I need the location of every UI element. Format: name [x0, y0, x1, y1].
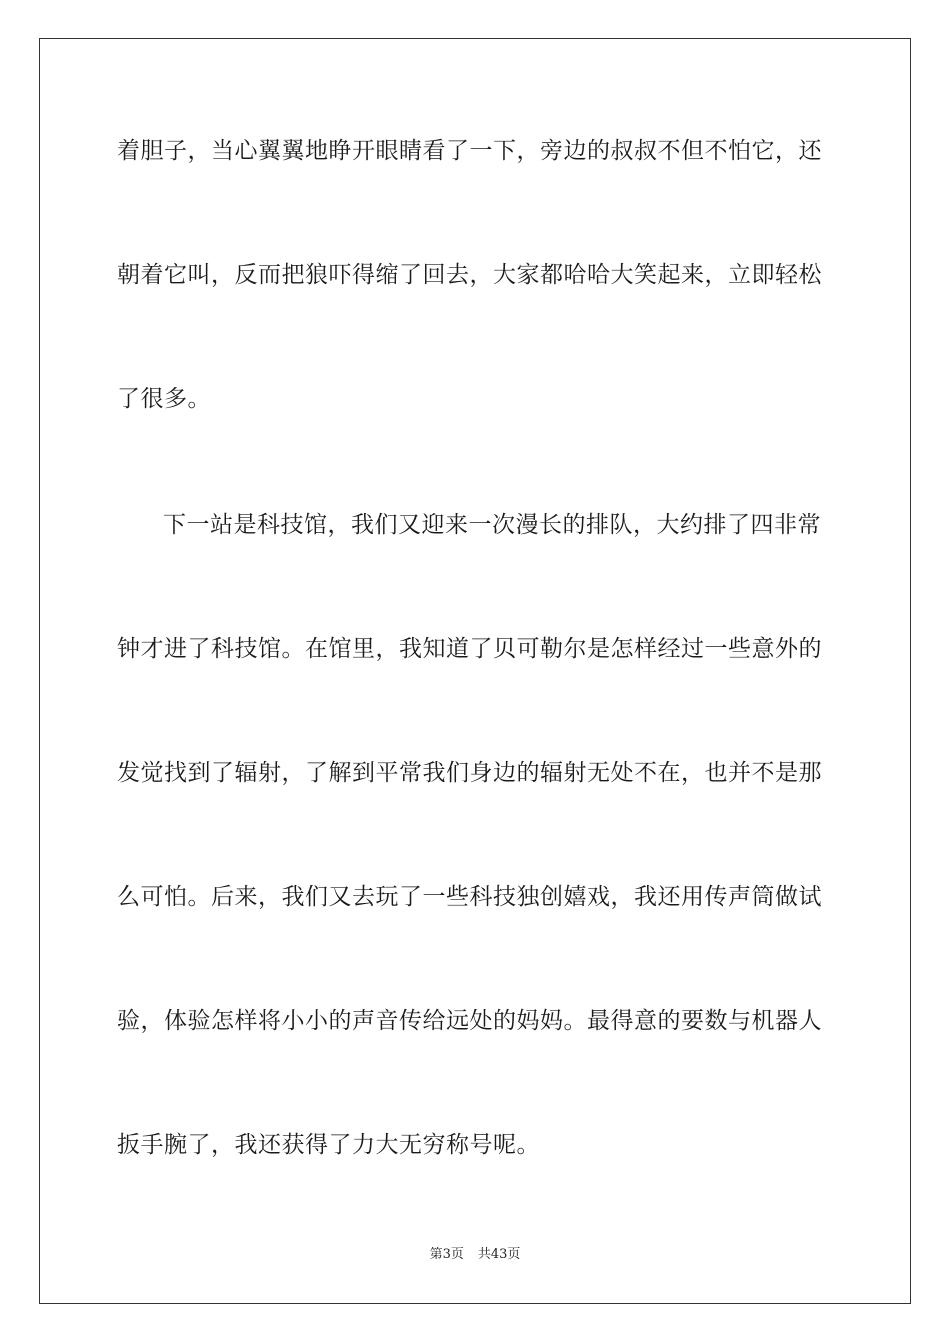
text-line: 验，体验怎样将小小的声音传给远处的妈妈。最得意的要数与机器人 — [117, 1008, 822, 1034]
page-total: 共43页 — [477, 1247, 521, 1262]
text-line: 么可怕。后来，我们又去玩了一些科技独创嬉戏，我还用传声筒做试 — [117, 884, 822, 910]
text-line: 着胆子，当心翼翼地睁开眼睛看了一下，旁边的叔叔不但不怕它，还 — [117, 138, 822, 164]
text-line: 钟才进了科技馆。在馆里，我知道了贝可勒尔是怎样经过一些意外的 — [117, 636, 822, 662]
text-line: 扳手腕了，我还获得了力大无穷称号呢。 — [117, 1132, 540, 1158]
text-line: 发觉找到了辐射，了解到平常我们身边的辐射无处不在，也并不是那 — [117, 760, 822, 786]
page-number: 第3页 — [429, 1247, 464, 1262]
text-line: 了很多。 — [117, 386, 211, 412]
text-line: 朝着它叫，反而把狼吓得缩了回去，大家都哈哈大笑起来，立即轻松 — [117, 262, 822, 288]
page-footer — [0, 1247, 950, 1263]
page-frame — [39, 38, 911, 1304]
paragraph-start-line: 下一站是科技馆，我们又迎来一次漫长的排队，大约排了四非常 — [163, 512, 821, 538]
